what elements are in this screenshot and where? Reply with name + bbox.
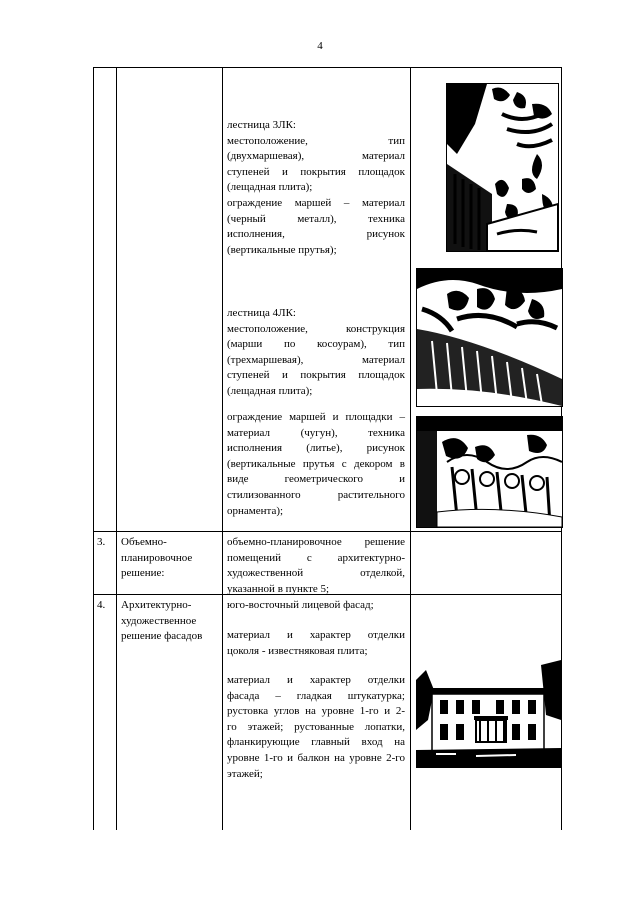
text-line: Объемно-	[121, 536, 167, 548]
row-4-number: 4.	[97, 599, 106, 611]
text-line: исполнения, рисунок	[227, 228, 405, 241]
text-line: материал и характер отделки	[227, 674, 405, 686]
text-line: решение фасадов	[121, 630, 203, 643]
table-top-border	[93, 67, 561, 68]
text-line: помещений с архитектурно-	[227, 551, 405, 564]
text-line: виде геометрического и	[227, 473, 405, 486]
text-line: ограждение маршей и площадки –	[227, 411, 405, 423]
row-4-title	[121, 598, 221, 645]
row-3-title	[121, 535, 221, 582]
text-line: цоколя - известняковая плита;	[227, 644, 368, 657]
text-line: фланкирующие главный вход на	[227, 736, 405, 749]
text-line: (лещадная плита);	[227, 181, 313, 194]
text-line: материал (чугун), техника	[227, 426, 405, 439]
text-line: ограждение маршей – материал	[227, 196, 405, 209]
stairs-3lk-heading: лестница 3ЛК:	[227, 119, 296, 131]
text-line: (лещадная плита);	[227, 384, 313, 397]
stairs-3lk-description	[227, 118, 405, 258]
text-line: (двухмаршевая), материал	[227, 150, 405, 163]
text-line: местоположение, тип	[227, 134, 405, 147]
text-line: художественное	[121, 614, 197, 627]
text-line: объемно-планировочное решение	[227, 536, 405, 548]
stairs-4lk-fence-photo	[416, 416, 563, 528]
text-line: планировочное	[121, 551, 193, 564]
stairs-4lk-heading: лестница 4ЛК:	[227, 307, 296, 319]
row-3-number: 3.	[97, 536, 106, 548]
text-line: рустовка углов на уровне 1-го и 2-	[227, 705, 405, 718]
text-line: (вертикальные прутья);	[227, 243, 337, 256]
stairs-4lk-photo	[416, 268, 563, 407]
col-divider-3	[410, 67, 411, 830]
text-line: решение:	[121, 567, 165, 580]
facade-description	[227, 673, 405, 782]
facade-photo	[416, 660, 561, 768]
text-line: (вертикальные прутья с декором в	[227, 457, 405, 470]
plinth-description	[227, 628, 405, 659]
text-line: (черный металл), техника	[227, 212, 405, 225]
facade-heading: юго-восточный лицевой фасад;	[227, 599, 374, 611]
text-line: го этажей; рустованные лопатки,	[227, 720, 405, 733]
text-line: Архитектурно-	[121, 599, 192, 611]
text-line: (марши по косоурам), тип	[227, 338, 405, 351]
text-line: материал и характер отделки	[227, 629, 405, 641]
text-line: художественной отделкой,	[227, 567, 405, 580]
col-divider-2	[222, 67, 223, 830]
table-left-border	[93, 67, 94, 830]
text-line: фасада – гладкая штукатурка;	[227, 689, 405, 702]
text-line: указанной в пункте 5;	[227, 582, 330, 595]
text-line: ступеней и покрытия площадок	[227, 369, 405, 382]
row-divider-3	[93, 531, 561, 532]
col-divider-1	[116, 67, 117, 830]
text-line: (трехмаршевая), материал	[227, 353, 405, 366]
text-line: ступеней и покрытия площадок	[227, 165, 405, 178]
text-line: стилизованного растительного	[227, 488, 405, 501]
page-number: 4	[317, 40, 323, 52]
text-line: местоположение, конструкция	[227, 322, 405, 335]
row-3-description	[227, 535, 405, 597]
stairs-4lk-description	[227, 306, 405, 400]
text-line: этажей;	[227, 767, 263, 780]
text-line: уровне 1-го и балкон на уровне 2-го	[227, 751, 405, 764]
stairs-4lk-fence-description	[227, 410, 405, 519]
text-line: исполнения (литье), рисунок	[227, 442, 405, 455]
stairs-3lk-photo	[446, 83, 559, 252]
text-line: орнамента);	[227, 504, 284, 517]
